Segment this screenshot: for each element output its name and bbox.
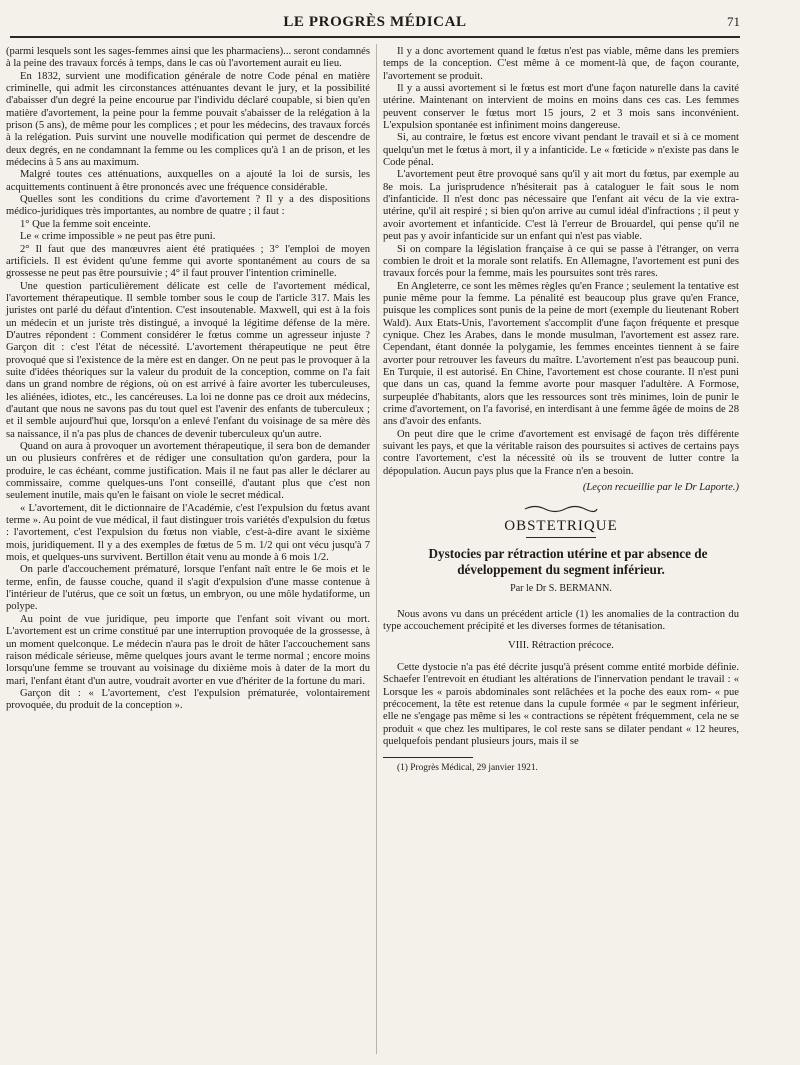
section-rule [526,537,596,538]
paragraph: 2° Il faut que des manœuvres aient été pratiquées ; 3° l'emploi de moyen artificiels. Il est évident qu'une femme qui avorte spontanément au cours de sa grossesse ne peut pas être poursuivie ; 4° il faut prouver l'intention criminelle. [6,243,370,280]
paragraph: L'avortement peut être provoqué sans qu'il y ait mort du fœtus, par exemple au 8e mois. La jurisprudence n'hésiterait pas à cataloguer le fait sous le nom d'infanticide. Il n'est donc pas nécessaire que l'enfant ait vécu de la vie extra-utérine, qu'il ait respiré ; si bien qu'on arrive au cumul idéal d'infractions ; il peut y avoir avortement et infanticide. C'est là l'erreur de Brouardel, qui pense qu'il ne peut pas y avoir infanticide sur un enfant qui n'est pas viable. [383,169,739,243]
paragraph: Si on compare la législation française à ce qui se passe à l'étranger, on verra combien le droit et la morale sont relatifs. En Allemagne, l'avortement est puni des travaux forcés pour la femme, mais les poursuites sont très rares. [383,243,739,280]
paragraph: Une question particulièrement délicate est celle de l'avortement médical, l'avortement thérapeutique. Il semble tomber sous le coup de l'article 317. Mais les juristes ont parlé du défaut d'intention. C'est insoutenable. Maxwell, qui est à la fois un médecin et un juriste très distingué, a invoqué la légitime défense de la mère. D'autres répondent : Comment considérer le fœtus comme un agresseur injuste ? Garçon dit : c'est l'état de nécessité. L'avortement thérapeutique ne peut être provoqué que si l'existence de la mère est en danger. On ne peut pas le provoquer à la suite d'idées théoriques sur la valeur du produit de la conception, comme on l'a fait dans un grand nombre de régions, où on est arrivé à faire avorter les tuberculeuses, les aliénées, idiotes, etc., les cancéreuses. La loi ne donne pas ce droit aux médecins, d'autant que nous ne savons pas du tout quel est l'avenir des enfants de tuberculeux ; et il semble aujourd'hui que, lorsqu'on a enlevé l'enfant du voisinage de sa mère dès sa naissance, il n'a pas plus de chances de devenir tuberculeux qu'un autre. [6,280,370,440]
paragraph: En 1832, survient une modification générale de notre Code pénal en matière criminelle, qui admit les circonstances atténuantes devant le jury, et la possibilité d'abaisser d'un degré la peine encourue par l'individu déclaré coupable, si bien qu'en matière d'avortement, la peine pour la femme pouvait s'abaisser de la relégation à la prison (5 ans), de même pour les complices ; et pour les médecins, des travaux forcés à la relégation. Puis survint une nouvelle modification qui permet de descendre de deux degrés, en ne condamnant la femme ou les complices qu'à 1 an de prison, et les médecins à 5 ans au maximum. [6,70,370,169]
footnote-rule [383,757,473,758]
article-intro: Nous avons vu dans un précédent article (1) les anomalies de la contraction du type accouchement précipité et les diverses formes de tétanisation. [383,609,739,633]
right-column [383,46,739,774]
footnote: (1) Progrès Médical, 29 janvier 1921. [397,762,538,773]
paragraph: Au point de vue juridique, peu importe que l'enfant soit vivant ou mort. L'avortement est un crime constitué par une interruption provoquée de la grossesse, à un moment quelconque. Le médecin n'aura pas le droit de hâter l'accouchement sans raison médicale sérieuse, même quelques jours avant le terme normal ; encore moins lorsqu'une femme se trouvant au voisinage du dixième mois à dater de la mort du mari, l'enfant étant d'un autre, voudrait avorter en vue d'hériter de la fortune du mari. [6,613,370,687]
section-title: OBSTETRIQUE [504,518,618,535]
paragraph: Quand on aura à provoquer un avortement thérapeutique, il sera bon de demander un ou plusieurs confrères et de rédiger une consultation qu'on gardera, pour la produire, le cas échéant, comme justification. Mais il ne faut pas aller le déclarer au commissaire, comme quelques-uns l'ont conseillé, d'autant plus que c'est non seulement inutile, mais qu'en le faisant on viole le secret médical. [6,441,370,502]
paragraph: (parmi lesquels sont les sages-femmes ainsi que les pharmaciens)... seront condamnés à la peine des travaux forcés à temps, dans le cas où l'avortement aurait eu lieu. [6,46,370,70]
paragraph: On parle d'accouchement prématuré, lorsque l'enfant naît entre le 6e mois et le terme, enfin, de fausse couche, quand il s'agit d'expulsion d'une masse contenue à l'intérieur de l'utérus, que ce soit un fœtus, un embryon, ou une môle hydatiforme, un polype. [6,564,370,613]
paragraph: Quelles sont les conditions du crime d'avortement ? Il y a des dispositions médico-juridiques très importantes, au nombre de quatre ; il faut : [6,194,370,218]
paragraph: En Angleterre, ce sont les mêmes règles qu'en France ; seulement la tentative est punie même pour la femme. La pénalité est beaucoup plus grave qu'en France, puisque les complices sont punis de la peine de mort (exemple du lieutenant Robert Wald). Aux Etats-Unis, l'avortement s'accomplit d'une façon fréquente et presque cynique. Chez les Arabes, dans le monde musulman, l'avortement est assez rare. Cependant, étant donnée la polygamie, les femmes enceintes tiennent à se faire avorter pour retrouver les faveurs du maître. L'avortement n'est pas beaucoup puni. En Turquie, il est autorisé. En Chine, l'avortement est chose courante. Il n'est puni que dans un cas, quand la femme avorte pour masquer l'adultère. A Formose, surpeuplée d'habitants, alors que les ressources sont très minimes, loin de punir le crime d'avortement, on l'a favorisé, en interdisant à une femme âgée de moins de 28 ans d'avoir des enfants. [383,280,739,428]
journal-title: LE PROGRÈS MÉDICAL [283,14,467,30]
article-byline: Par le Dr S. BERMANN. [510,582,612,594]
left-column [6,46,370,713]
article-body: Cette dystocie n'a pas été décrite jusqu'à présent comme entité morbide définie. Schaefer l'entrevoit en étudiant les altérations de l'innervation pendant le travail : « Lorsque les « parois abdominales sont relâchées et la poche des eaux rom- « pue précocement, la tête est retenue dans la cupule formée « par le segment inférieur, elle ne s'engage pas même si les « contractions se répètent fréquemment, cela ne se produit « que chez les multipares, le col reste sans se dilater pendant « 12 heures, quelquefois pendant plusieurs jours, mais il se [383,662,739,748]
paragraph: Il y a donc avortement quand le fœtus n'est pas viable, même dans les premiers temps de la conception. C'est même à ce moment-là que, de façon courante, l'avortement se produit. [383,46,739,82]
page-number: 71 [727,14,740,29]
paragraph: On peut dire que le crime d'avortement est envisagé de façon très différente suivant les pays, et que la véritable raison des poursuites si actives de certains pays contre l'avortement, c'est la nécessité où ils se trouvent de lutter contre la dépopulation. Aucun pays plus que la France n'en a besoin. [383,428,739,477]
paragraph: Si, au contraire, le fœtus est encore vivant pendant le travail et si à ce moment quelqu'un met le fœtus à mort, il y a infanticide. Le « fœticide » n'existe pas dans le Code pénal. [383,132,739,169]
paragraph: Garçon dit : « L'avortement, c'est l'expulsion prématurée, volontairement provoquée, du produit de la conception ». [6,687,370,712]
paragraph: 1° Que la femme soit enceinte. [20,218,151,230]
paragraph: Le « crime impossible » ne peut pas être puni. [20,231,216,243]
page-header [10,10,740,38]
paragraph: « L'avortement, dit le dictionnaire de l'Académie, c'est l'expulsion du fœtus avant terme ». Au point de vue médical, il faut distinguer trois variétés d'expulsion du fœtus : l'avortement, c'est l'expulsion du fœtus non viable, c'est-à-dire avant le sixième mois, juridiquement. Il y a des exemples de fœtus de 5 m. 1/2 qui ont vécu jusqu'à 7 mois, et quelques-uns survivent. Bertillon était venu au monde à 6 mois 1/2. [6,502,370,564]
chapter-heading: VIII. Rétraction précoce. [508,639,614,651]
paragraph: Il y a aussi avortement si le fœtus est mort d'une façon naturelle dans la cavité utérine. Maintenant on intervient de moins en moins dans ces cas. Les femmes peuvent conserver le fœtus mort 15 jours, 2 et 3 mois sans inconvénient. L'expulsion spontanée est infiniment moins dangereuse. [383,83,739,132]
lecture-signature: (Leçon recueillie par le Dr Laporte.) [582,482,739,494]
ornament-divider-icon [521,504,601,514]
article-title: Dystocies par rétraction utérine et par absence de développement du segment inférieur. [428,545,708,577]
column-divider [376,44,377,1054]
paragraph: Malgré toutes ces atténuations, auxquelles on a ajouté la loi de sursis, les acquittements continuent à être prononcés avec une fréquence considérable. [6,169,370,193]
